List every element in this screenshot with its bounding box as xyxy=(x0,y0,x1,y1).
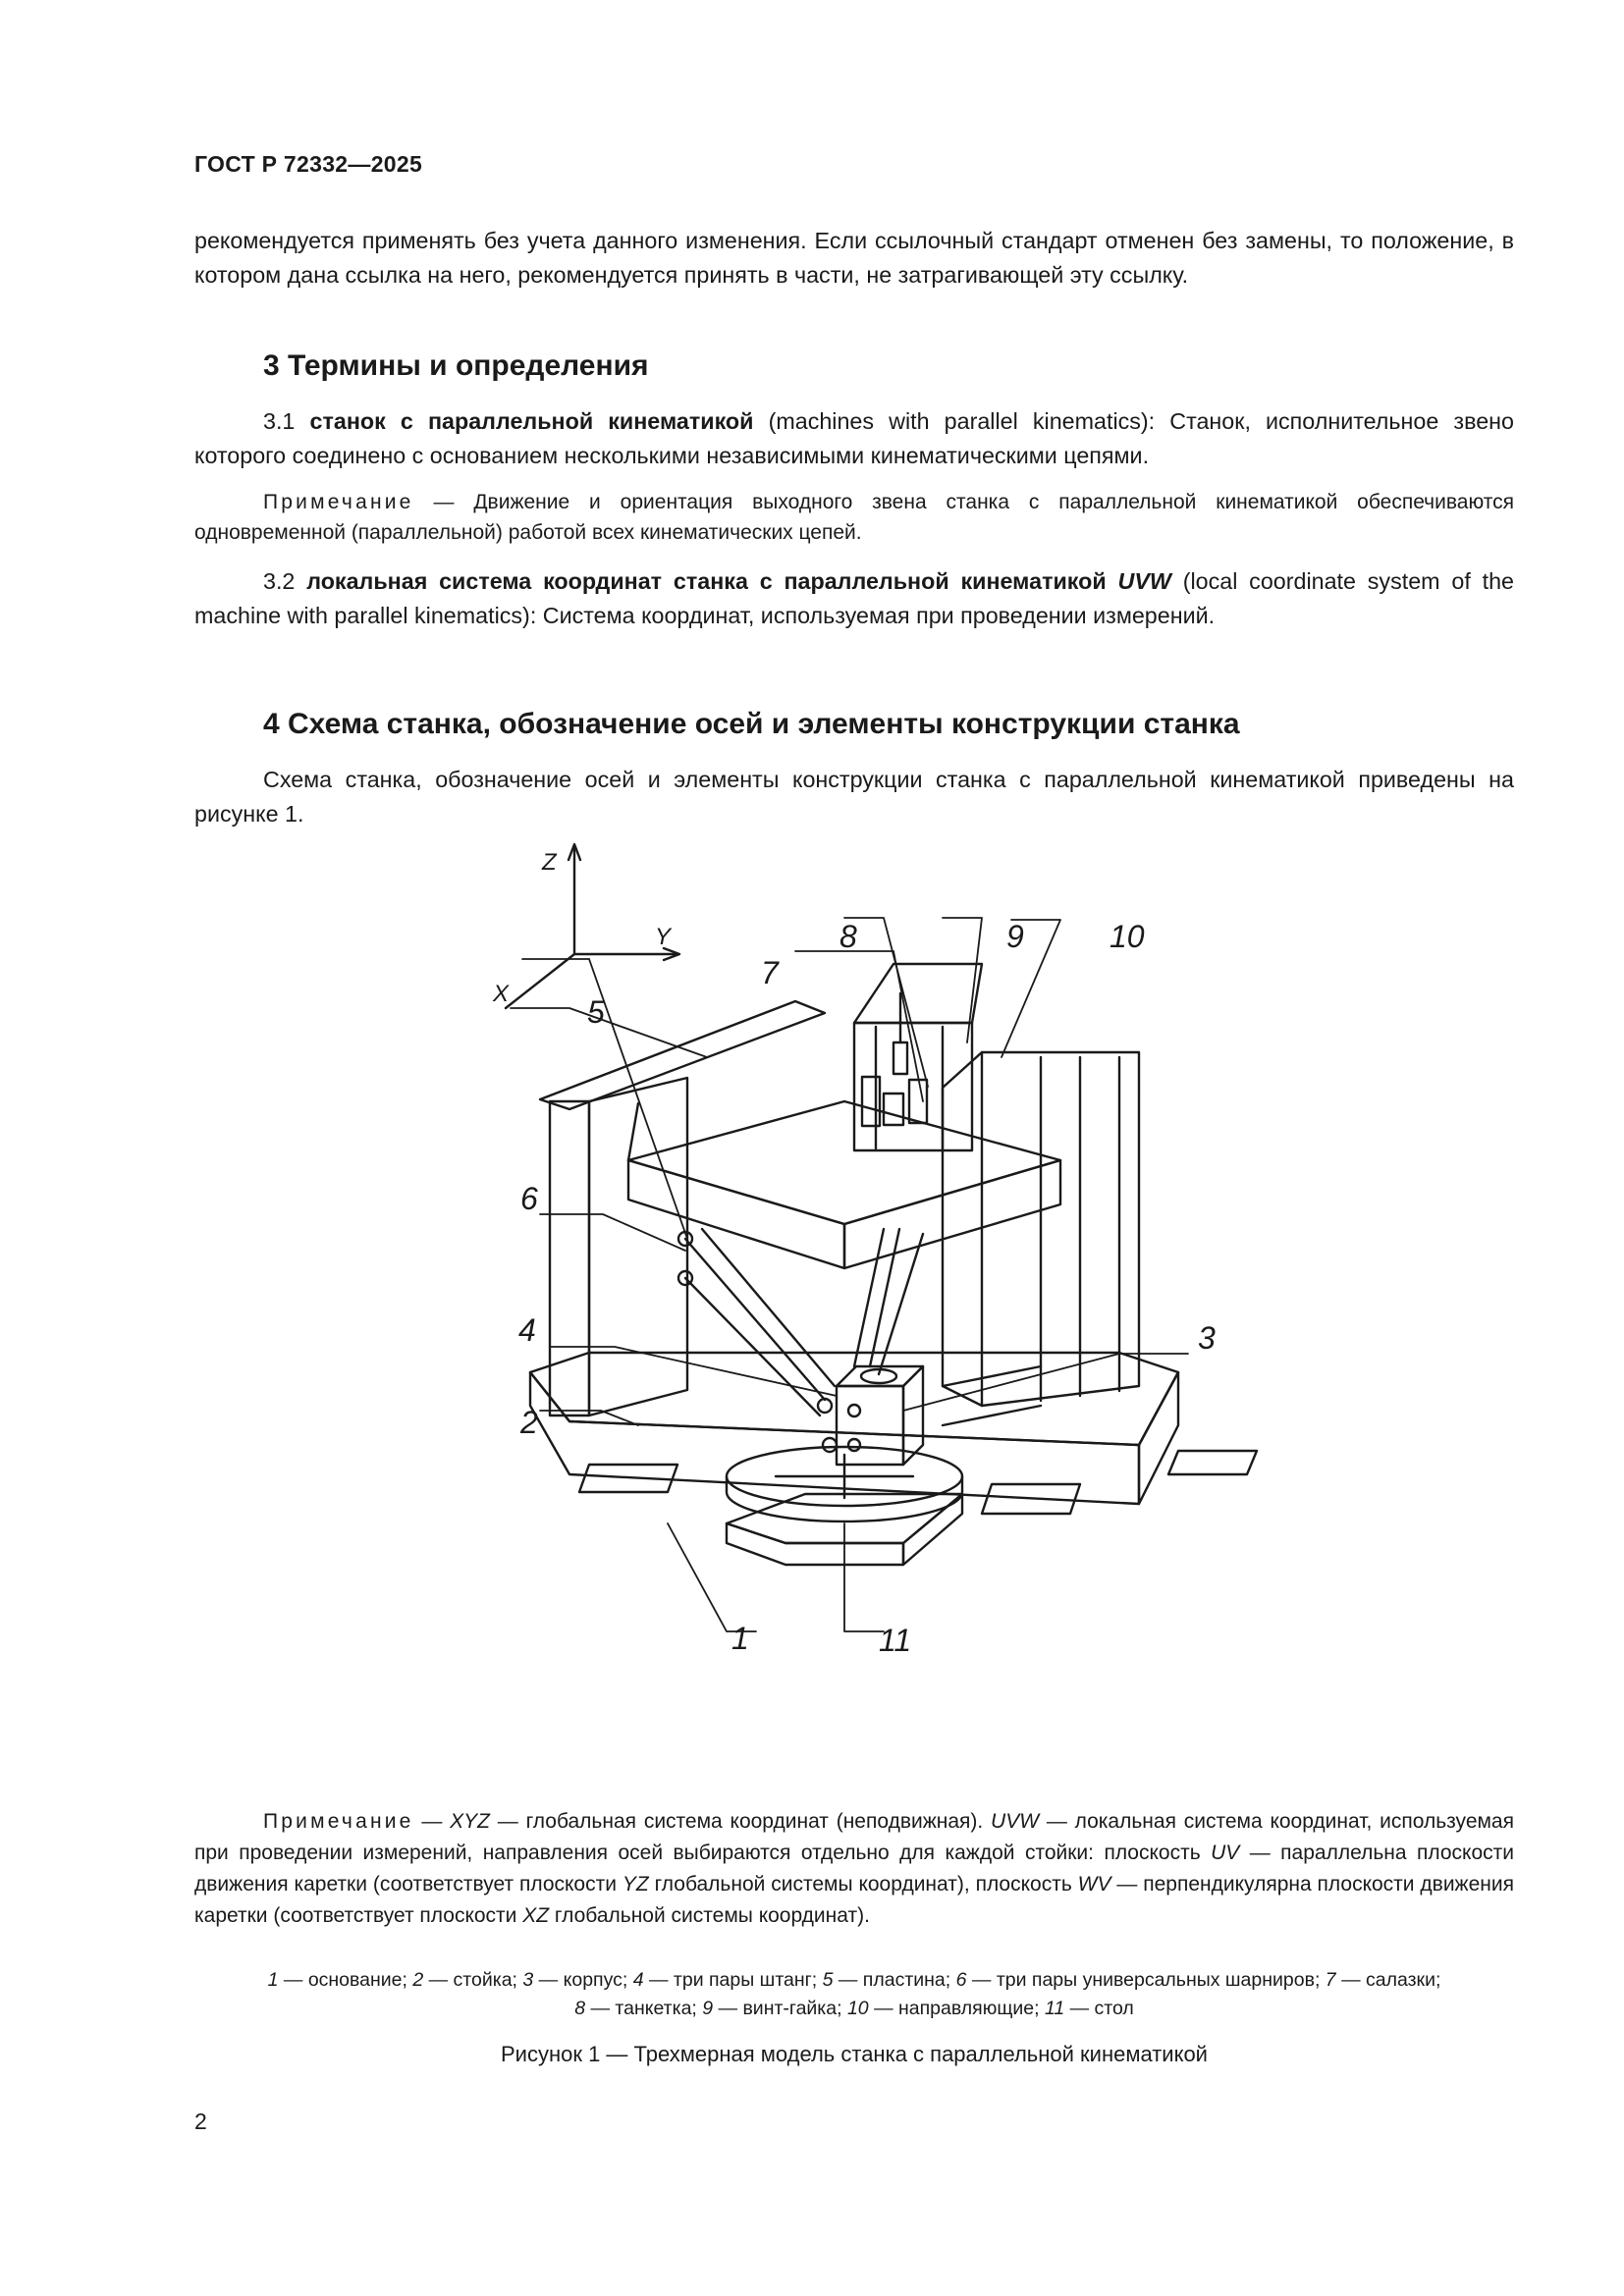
legend-text: — основание; xyxy=(278,1969,413,1991)
label-5: 5 xyxy=(587,994,605,1030)
legend-text: — винт-гайка; xyxy=(713,1998,847,2019)
figure-1-machine-drawing xyxy=(432,836,1276,1759)
figure-legend xyxy=(194,1966,1514,2023)
document-header: ГОСТ Р 72332—2025 xyxy=(194,151,423,177)
page-number: 2 xyxy=(194,2109,207,2134)
legend-text: — танкетка; xyxy=(585,1998,703,2019)
section-4-title: 4 Схема станка, обозначение осей и элементы конструкции станка xyxy=(263,708,1240,740)
figure-note-yz: YZ xyxy=(622,1873,649,1896)
label-8: 8 xyxy=(839,919,857,954)
axis-z-label: Z xyxy=(542,849,557,876)
term-3-2 xyxy=(194,564,1514,633)
legend-num: 3 xyxy=(522,1969,534,1991)
legend-num: 1 xyxy=(267,1969,279,1991)
legend-num: 6 xyxy=(955,1969,967,1991)
carriage-assembly xyxy=(854,964,982,1150)
label-11: 11 xyxy=(879,1623,912,1658)
label-4: 4 xyxy=(518,1312,536,1348)
figure-note-uv: UV xyxy=(1211,1842,1240,1864)
label-10: 10 xyxy=(1110,919,1145,954)
term-3-1-term: станок с параллельной кинематикой xyxy=(309,408,754,434)
legend-num: 5 xyxy=(822,1969,834,1991)
legend-text: — три пары штанг; xyxy=(643,1969,823,1991)
rods-and-joints xyxy=(678,1229,1041,1452)
figure-caption: Рисунок 1 — Трехмерная модель станка с параллельной кинематикой xyxy=(501,2042,1208,2066)
legend-text: — пластина; xyxy=(833,1969,956,1991)
legend-num: 4 xyxy=(632,1969,644,1991)
legend-item xyxy=(412,1969,522,1991)
intro-paragraph: рекомендуется применять без учета данного изменения. Если ссылочный стандарт отменен без замены, то положение, в котором дана ссылка на него, рекомендуется принять в части, не затрагивающей эту ссылку. xyxy=(194,228,1514,288)
legend-num: 2 xyxy=(412,1969,424,1991)
figure-note-text: — локальная система координат, используемая при проведении измерений, направления осей выбираются отдельно для каждой стойки: плоскость xyxy=(194,1810,1514,1864)
legend-num: 10 xyxy=(846,1998,869,2019)
legend-num: 9 xyxy=(702,1998,714,2019)
legend-item xyxy=(1045,1998,1134,2019)
figure-note-text: глобальной системы координат). xyxy=(549,1904,870,1927)
housing-part xyxy=(837,1366,923,1465)
figure-note-text: — перпендикулярна плоскости движения каретки (соответствует плоскости xyxy=(194,1873,1514,1927)
figure-note-text: — глобальная система координат (неподвижная). xyxy=(490,1810,992,1833)
legend-text: — стол xyxy=(1064,1998,1134,2019)
legend-text: — стойка; xyxy=(423,1969,523,1991)
legend-item xyxy=(1326,1969,1441,1991)
legend-num: 8 xyxy=(574,1998,586,2019)
coordinate-axes xyxy=(492,844,679,1008)
legend-item xyxy=(847,1998,1045,2019)
term-3-1 xyxy=(194,404,1514,473)
legend-item xyxy=(522,1969,632,1991)
term-3-1-definition: (machines with parallel kinematics): Станок, исполнительное звено которого соединено с основанием несколькими независимыми кинематическими цепями. xyxy=(194,408,1514,468)
axis-y-label: Y xyxy=(655,924,672,950)
figure-note xyxy=(194,1806,1514,1932)
note-label: Примечание xyxy=(263,491,414,513)
label-9: 9 xyxy=(1006,919,1024,954)
axis-x-label: X xyxy=(493,981,510,1007)
note-3-1 xyxy=(194,487,1514,548)
label-2: 2 xyxy=(520,1405,538,1440)
legend-num: 7 xyxy=(1325,1969,1336,1991)
legend-item xyxy=(633,1969,823,1991)
figure-note-xz: XZ xyxy=(522,1904,550,1927)
legend-item xyxy=(574,1998,702,2019)
figure-note-text: — xyxy=(413,1810,451,1833)
label-1: 1 xyxy=(731,1621,749,1656)
term-3-2-number: 3.2 xyxy=(263,568,296,594)
legend-item xyxy=(702,1998,847,2019)
term-3-1-number: 3.1 xyxy=(263,408,296,434)
legend-num: 11 xyxy=(1044,1998,1065,2019)
base-part xyxy=(530,1353,1257,1514)
label-6: 6 xyxy=(520,1181,538,1216)
legend-text: — направляющие; xyxy=(868,1998,1045,2019)
figure-note-text: глобальной системы координат), плоскость xyxy=(648,1873,1078,1896)
figure-note-xyz: XYZ xyxy=(450,1810,490,1833)
term-3-2-uvw: UVW xyxy=(1117,568,1171,594)
figure-note-wv: WV xyxy=(1077,1873,1111,1896)
term-3-2-term: локальная система координат станка с параллельной кинематикой xyxy=(306,568,1107,594)
legend-item xyxy=(268,1969,413,1991)
legend-item xyxy=(956,1969,1326,1991)
legend-text: — корпус; xyxy=(533,1969,633,1991)
label-3: 3 xyxy=(1198,1320,1216,1356)
figure-note-uvw: UVW xyxy=(991,1810,1040,1833)
label-7: 7 xyxy=(761,955,779,990)
left-column xyxy=(550,1078,687,1415)
legend-text: — три пары универсальных шарниров; xyxy=(966,1969,1326,1991)
figure-note-text: — параллельна плоскости движения каретки (соответствует плоскости xyxy=(194,1842,1514,1896)
legend-text: — салазки; xyxy=(1335,1969,1441,1991)
legend-item xyxy=(823,1969,956,1991)
note-text: — Движение и ориентация выходного звена станка с параллельной кинематикой обеспечиваются одновременной (параллельной) работой всех кинематических цепей. xyxy=(194,491,1514,544)
section-4-paragraph: Схема станка, обозначение осей и элементы конструкции станка с параллельной кинематикой приведены на рисунке 1. xyxy=(194,767,1514,827)
term-3-2-definition: (local coordinate system of the machine with parallel kinematics): Система координат, используемая при проведении измерений. xyxy=(194,568,1514,628)
figure-note-label: Примечание xyxy=(263,1810,414,1833)
section-3-title: 3 Термины и определения xyxy=(263,349,649,382)
leader-lines xyxy=(511,918,1188,1631)
